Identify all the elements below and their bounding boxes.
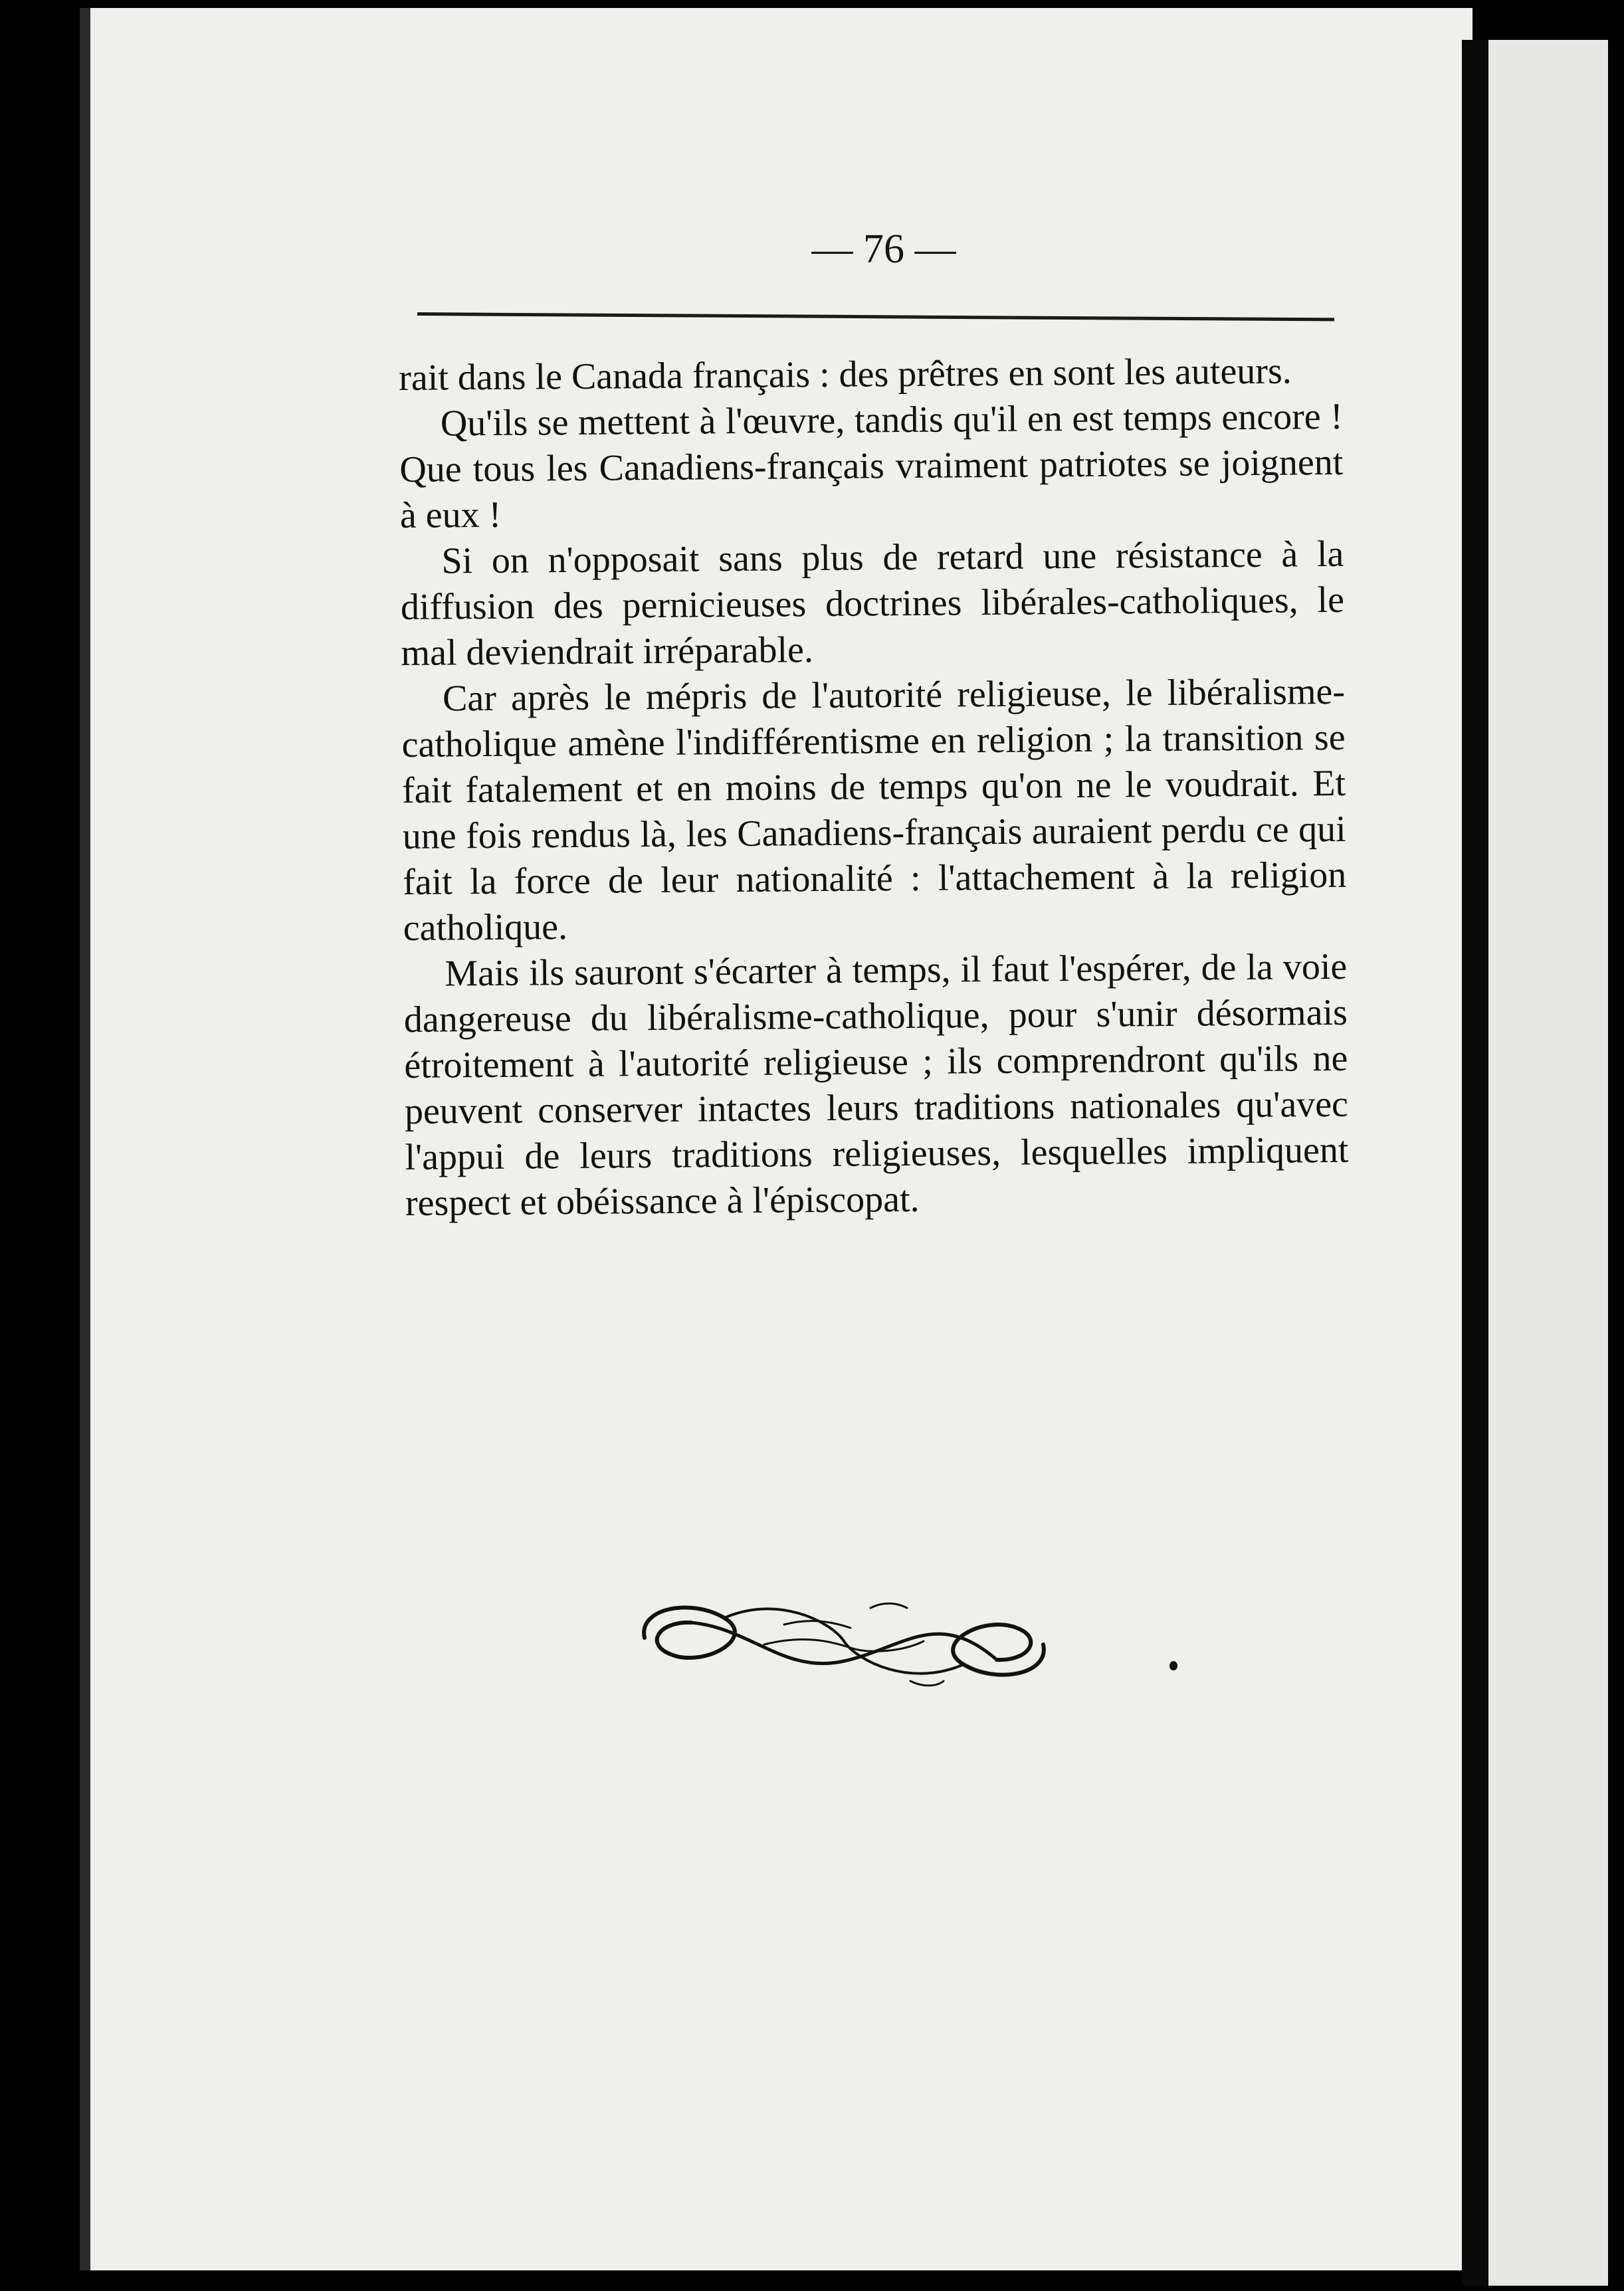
paragraph-4: Car après le mépris de l'autorité religieuse, le libéralisme-catholique amène l'indifférentisme en religion ; la transition se fait fatalement et en moins de temps qu'on ne le voudrait. Et une fois rendus là, les Canadiens-français auraient perdu ce qui fait la force de leur nationalité : l'attachement à la religion catholique. [401,670,1347,949]
ink-speck [1169,1661,1177,1670]
tail-piece-ornament [631,1581,1057,1701]
body-text [399,348,1349,1227]
paragraph-1: rait dans le Canada français : des prêtres en sont les auteurs. [399,350,1292,399]
paragraph-5: Mais ils sauront s'écarter à temps, il faut l'espérer, de la voie dangereuse du libéralisme-catholique, pour s'unir désormais étroitement à l'autorité religieuse ; ils comprendront qu'ils ne peuvent conserver intactes leurs traditions nationales qu'avec l'appui de leurs traditions religieuses, lesquelles impliquent respect et obéissance à l'épiscopat. [403,946,1349,1224]
paragraph-3: Si on n'opposait sans plus de retard une résistance à la diffusion des pernicieuses doctrines libérales-catholiques, le mal deviendrait irréparable. [400,533,1345,674]
paragraph-2: Qu'ils se mettent à l'œuvre, tandis qu'il en est temps encore ! Que tous les Canadiens-français vraiment patriotes se joignent à eux ! [399,395,1344,536]
page-number: — 76 — [811,227,956,272]
book-gutter [1462,40,1491,2286]
facing-page-edge [1488,40,1608,2286]
